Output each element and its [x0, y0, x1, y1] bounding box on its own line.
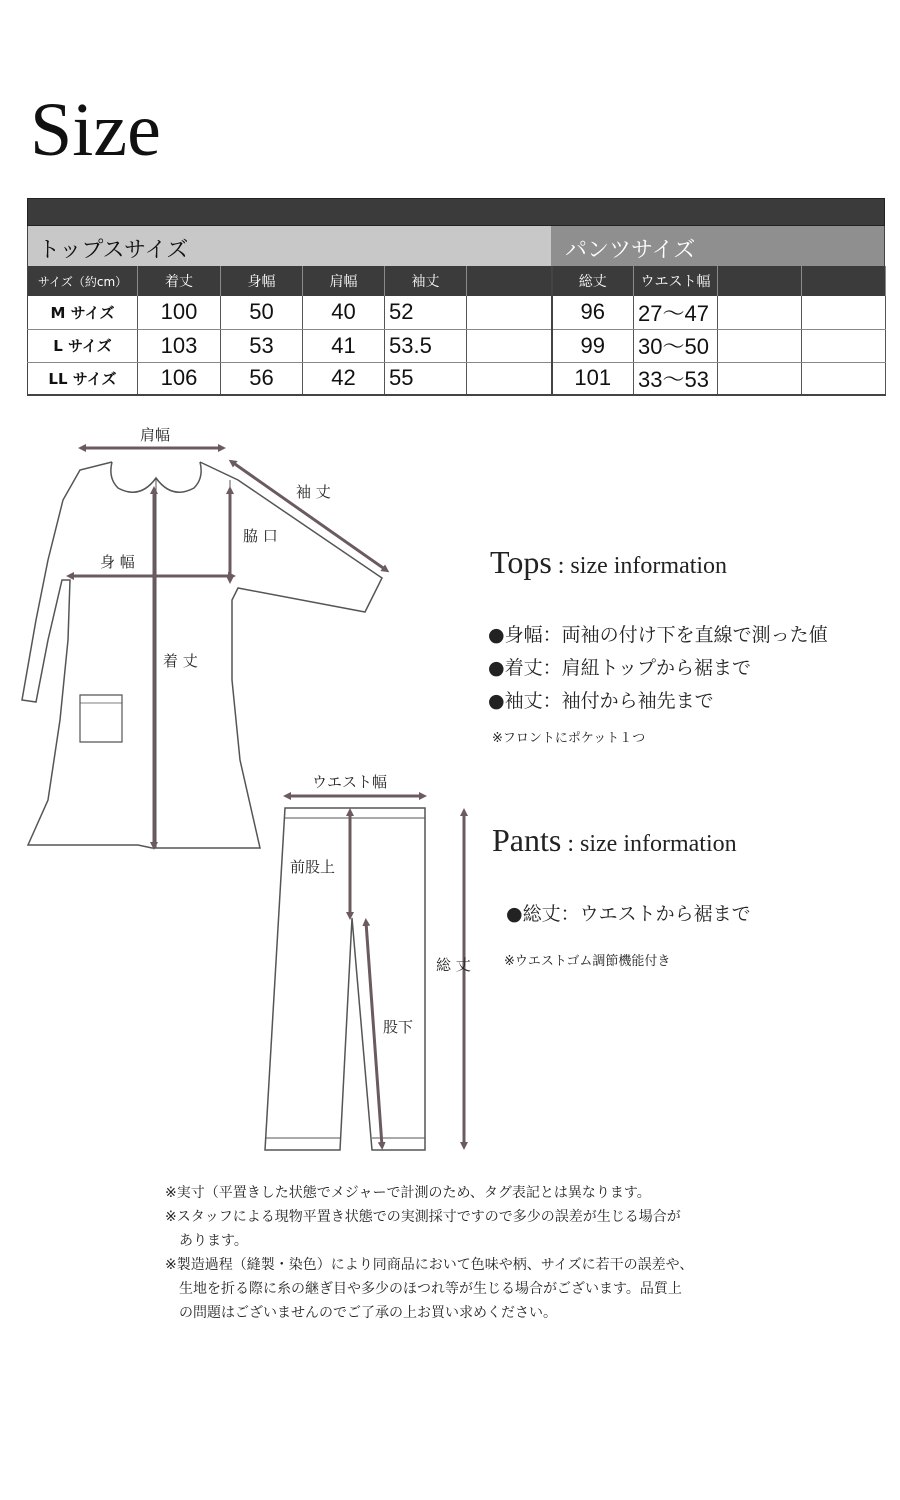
table-cell: 106: [138, 362, 221, 395]
footnote-line: 生地を折る際に糸の継ぎ目や多少のほつれ等が生じる場合がございます。品質上: [165, 1281, 682, 1297]
tops-info-heading: [490, 544, 727, 581]
table-cell: 50: [221, 296, 303, 329]
table-cell: 27～47: [634, 296, 718, 329]
label-total-length: 総 丈: [436, 956, 471, 974]
table-cell: 99: [552, 329, 634, 362]
pants-note: ※ウエストゴム調節機能付き: [504, 954, 671, 969]
tops-section-label: トップスサイズ: [27, 226, 551, 266]
footnote-line: ※製造過程（縫製・染色）により同商品において色味や柄、サイズに若干の誤差や、: [165, 1257, 694, 1273]
pants-section-label: パンツサイズ: [551, 226, 885, 266]
table-cell: 41: [303, 329, 385, 362]
page-title: Size: [30, 88, 161, 172]
tops-note: ※フロントにポケット１つ: [492, 731, 646, 746]
header-waist: ウエスト幅: [634, 266, 718, 296]
header-body-width: 身幅: [221, 266, 303, 296]
pants-info-heading: [492, 822, 737, 859]
table-cell: 101: [552, 362, 634, 395]
label-body-width: 身 幅: [100, 553, 135, 571]
table-cell: 42: [303, 362, 385, 395]
table-cell: 30～50: [634, 329, 718, 362]
label-length: 着 丈: [163, 652, 198, 670]
footnote-line: の問題はございませんのでご了承の上お買い求めください。: [165, 1305, 557, 1321]
sleeve-arrow: [232, 462, 386, 570]
row-size-label: L サイズ: [28, 329, 138, 362]
pants-bullet: ●総丈：ウエストから裾まで: [506, 903, 751, 925]
pants-heading-sub: : size information: [561, 831, 737, 857]
table-cell: 96: [552, 296, 634, 329]
pants-outline: [265, 808, 425, 1150]
header-size: サイズ（約cm）: [28, 266, 138, 296]
label-sleeve: 袖 丈: [296, 483, 331, 501]
footnote-line: あります。: [165, 1233, 248, 1249]
label-shoulder: 肩幅: [140, 426, 171, 444]
table-cell: 53.5: [385, 329, 467, 362]
row-size-label: LL サイズ: [28, 362, 138, 395]
table-cell: 52: [385, 296, 467, 329]
tops-bullet: ●身幅：両袖の付け下を直線で測った値: [488, 624, 828, 646]
tops-bullet: ●袖丈：袖付から袖先まで: [488, 690, 714, 712]
header-shoulder: 肩幅: [303, 266, 385, 296]
table-cell: 56: [221, 362, 303, 395]
row-size-label: M サイズ: [28, 296, 138, 329]
label-inseam: 股下: [383, 1018, 414, 1036]
tops-bullet: ●着丈：肩紐トップから裾まで: [488, 657, 752, 679]
table-cell: 103: [138, 329, 221, 362]
header-sleeve: 袖丈: [385, 266, 467, 296]
table-cell: 55: [385, 362, 467, 395]
pants-heading-main: Pants: [492, 822, 562, 858]
label-waist: ウエスト幅: [312, 773, 388, 791]
header-total-length: 総丈: [552, 266, 634, 296]
table-cell: 53: [221, 329, 303, 362]
header-length: 着丈: [138, 266, 221, 296]
label-front-rise: 前股上: [290, 858, 336, 876]
table-cell: 40: [303, 296, 385, 329]
table-cell: 100: [138, 296, 221, 329]
label-armhole: 脇 口: [243, 527, 278, 545]
footnote-line: ※実寸（平置きした状態でメジャーで計測のため、タグ表記とは異なります。: [165, 1185, 651, 1201]
tops-heading-sub: : size information: [551, 553, 728, 579]
footnote-line: ※スタッフによる現物平置き状態での実測採寸ですので多少の誤差が生じる場合が: [165, 1209, 681, 1225]
tops-heading-main: Tops: [490, 544, 552, 580]
table-cell: 33～53: [634, 362, 718, 395]
